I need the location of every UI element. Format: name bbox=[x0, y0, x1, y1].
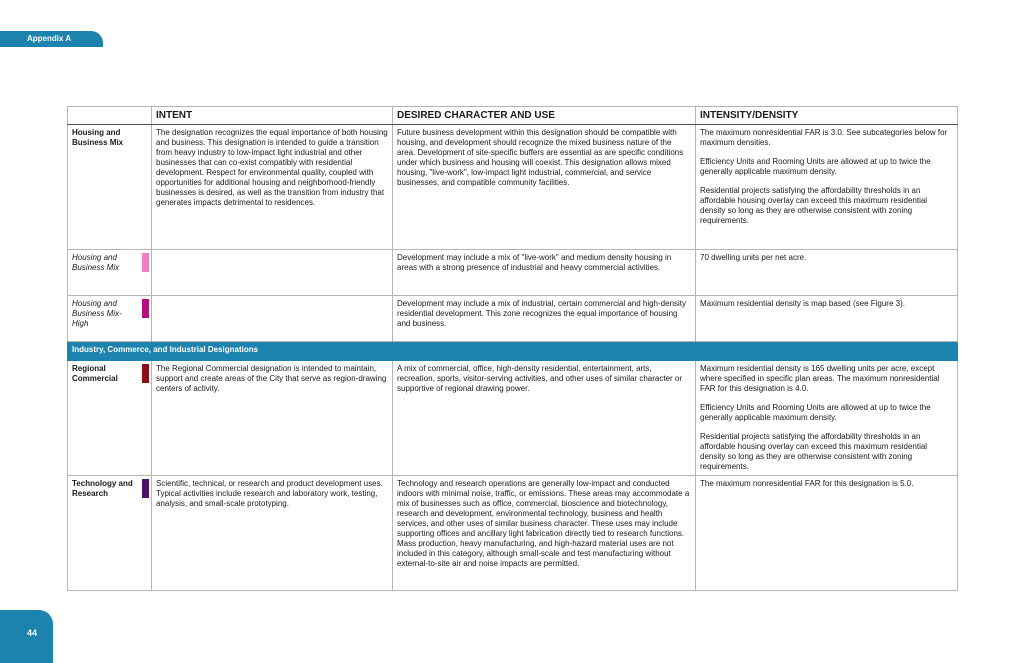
appendix-tab: Appendix A bbox=[0, 31, 103, 47]
table-row bbox=[68, 296, 958, 342]
header-row bbox=[68, 107, 958, 125]
density-text: The maximum nonresidential FAR is 3.0. See subcategories below for maximum densities. bbox=[700, 128, 948, 147]
density-text: Maximum residential density is 165 dwelling units per acre, except where specified in specific plan areas. The maximum nonresidential FAR for this designation is 4.0. bbox=[700, 364, 940, 393]
table-row bbox=[68, 361, 958, 476]
density-text: 70 dwelling units per net acre. bbox=[700, 253, 807, 262]
color-swatch bbox=[142, 299, 149, 318]
designation-name: Housing and Business Mix bbox=[68, 250, 152, 296]
color-swatch bbox=[142, 364, 149, 383]
density-cell bbox=[696, 476, 958, 591]
table-row bbox=[68, 250, 958, 296]
character-cell: Technology and research operations are generally low-impact and conducted indoors with minimal noise, traffic, or emissions. These areas may accommodate a mix of businesses such as office, commercial, bioscience and biotechnology, research and development, environmental technology, business and health services, and other uses of similar business character. These uses may include supporting offices and ancillary light fabrication directly tied to research functions. Mass production, heavy manufacturing, and high-hazard material uses are not included in this category, although small-scale and test manufacturing without external-to-site air and noise impacts are permitted. bbox=[393, 476, 696, 591]
density-text: Residential projects satisfying the affordability thresholds in an affordable housing overlay can exceed this maximum residential density so long as they are otherwise consistent with zoning requirements. bbox=[700, 186, 928, 225]
density-text: The maximum nonresidential FAR for this designation is 5.0. bbox=[700, 479, 914, 488]
intent-cell: The designation recognizes the equal importance of both housing and business. This designation is intended to guide a transition from heavy industry to low-impact light industrial and other businesses that can co-exist compatibly with residential development. Respect for environmental quality, coupled with opportunities for additional housing and neighborhood-friendly businesses is desired, as well as the transition from industry that generates impacts detrimental to residences. bbox=[152, 125, 393, 250]
density-text: Efficiency Units and Rooming Units are allowed at up to twice the generally applicable maximum density. bbox=[700, 157, 931, 176]
header-intent: INTENT bbox=[152, 107, 393, 125]
character-cell: Future business development within this designation should be compatible with housing, and development should recognize the mixed business nature of the area. Development of site-specific buffers are essential as are specific conditions under which business and housing will coexist. This designation allows mixed housing, "live-work", low-impact light industrial, commercial, and service businesses, and compatible community facilities. bbox=[393, 125, 696, 250]
density-cell bbox=[696, 296, 958, 342]
density-text: Efficiency Units and Rooming Units are allowed at up to twice the generally applicable maximum density. bbox=[700, 403, 931, 422]
character-cell: Development may include a mix of industrial, certain commercial and high-density residential development. This zone recognizes the equal importance of housing and business. bbox=[393, 296, 696, 342]
character-cell: Development may include a mix of "live-work" and medium density housing in areas with a strong presence of industrial and heavy commercial activities. bbox=[393, 250, 696, 296]
density-text: Residential projects satisfying the affordability thresholds in an affordable housing overlay can exceed this maximum residential density so long as they are otherwise consistent with zoning requirements. bbox=[700, 432, 928, 471]
header-density: INTENSITY/DENSITY bbox=[696, 107, 958, 125]
intent-cell: Scientific, technical, or research and product development uses. Typical activities include research and laboratory work, testing, analysis, and small-scale prototyping. bbox=[152, 476, 393, 591]
table-row bbox=[68, 125, 958, 250]
designation-name: Regional Commercial bbox=[68, 361, 152, 476]
color-swatch bbox=[142, 253, 149, 272]
section-header bbox=[68, 342, 958, 361]
character-cell: A mix of commercial, office, high-density residential, entertainment, arts, recreation, sports, visitor-serving activities, and other uses of similar character or supportive of regional drawing power. bbox=[393, 361, 696, 476]
header-blank bbox=[68, 107, 152, 125]
density-text: Maximum residential density is map based (see Figure 3). bbox=[700, 299, 905, 308]
intent-cell: The Regional Commercial designation is intended to maintain, support and create areas of the City that serve as region-drawing centers of activity. bbox=[152, 361, 393, 476]
designation-name: Housing and Business Mix-High bbox=[68, 296, 152, 342]
designation-name: Housing and Business Mix bbox=[68, 125, 152, 250]
intent-cell bbox=[152, 250, 393, 296]
color-swatch bbox=[142, 479, 149, 498]
intent-cell bbox=[152, 296, 393, 342]
table-row bbox=[68, 476, 958, 591]
density-cell bbox=[696, 125, 958, 250]
section-title: Industry, Commerce, and Industrial Designations bbox=[68, 342, 958, 361]
density-cell bbox=[696, 361, 958, 476]
land-use-table bbox=[67, 106, 958, 591]
page-number: 44 bbox=[0, 610, 53, 663]
header-character: DESIRED CHARACTER AND USE bbox=[393, 107, 696, 125]
density-cell bbox=[696, 250, 958, 296]
designation-name: Technology and Research bbox=[68, 476, 152, 591]
